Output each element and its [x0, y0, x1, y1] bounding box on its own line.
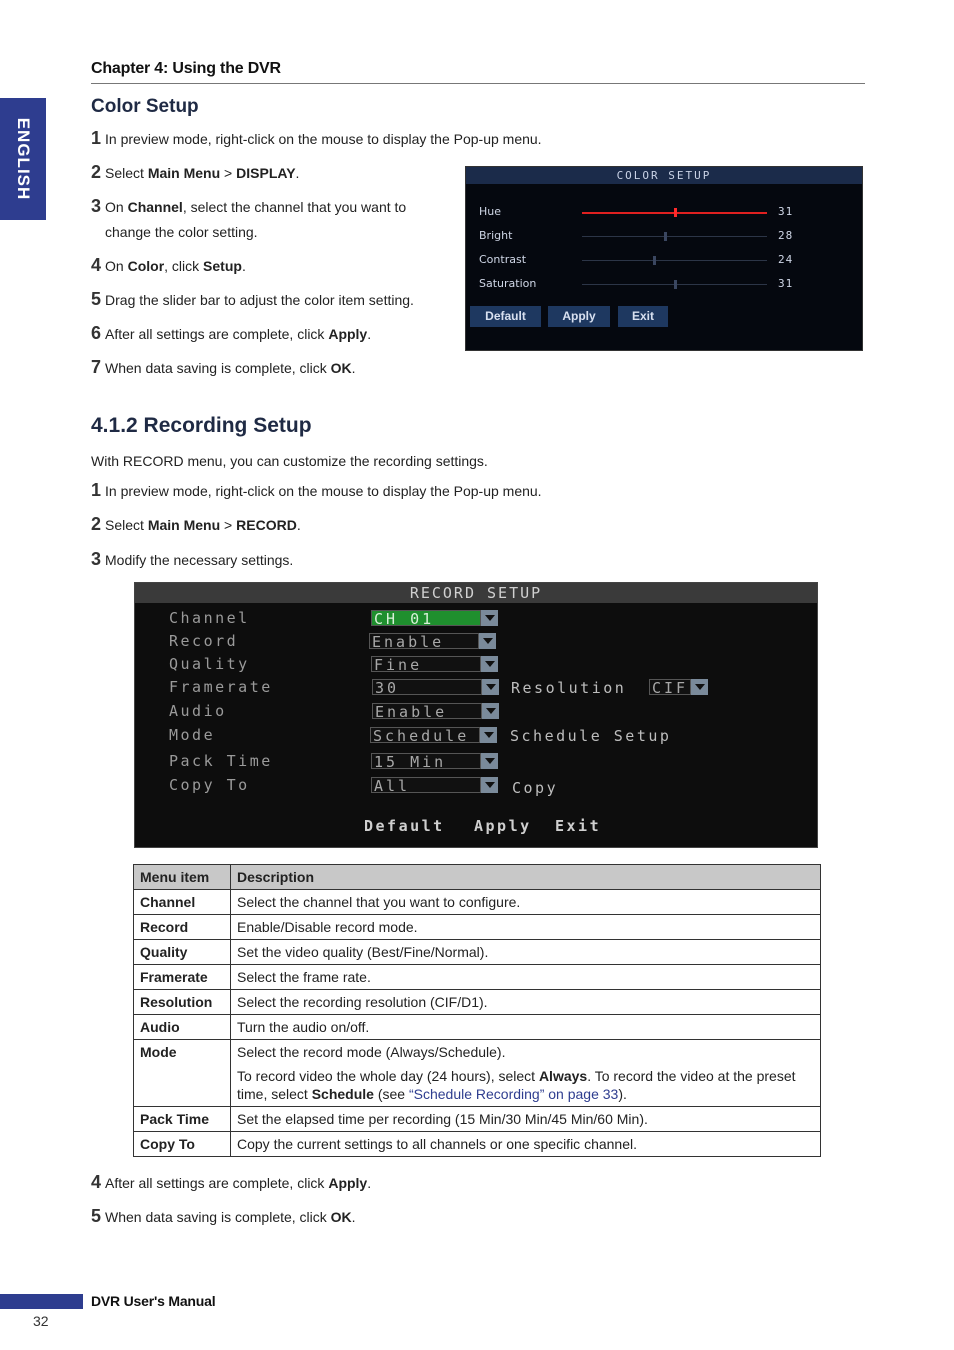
step-number: 2 [91, 514, 102, 534]
page-number: 32 [33, 1313, 49, 1329]
color-item-label: Bright [479, 229, 513, 242]
text-run: On [105, 258, 128, 274]
description-cell [231, 1107, 821, 1132]
footer-bar [0, 1294, 83, 1309]
text-run: . [367, 1175, 372, 1191]
table-header-menu-item: Menu item [134, 865, 231, 890]
bold-text: Color [127, 258, 165, 274]
record-row-select[interactable]: Fine [371, 656, 481, 672]
description-text: Select the channel that you want to configure. [237, 894, 521, 910]
step-number: 7 [91, 357, 102, 377]
table-header-row [134, 865, 821, 890]
record-setup-screen-title: RECORD SETUP [135, 583, 817, 603]
record-exit-button[interactable]: Exit [555, 817, 602, 835]
color-slider-track[interactable] [582, 236, 767, 237]
record-row-select[interactable]: All [371, 777, 481, 793]
text-run: . [351, 360, 356, 376]
description-text: Select the record mode (Always/Schedule). [237, 1044, 506, 1060]
step-continuation: change the color setting. [105, 224, 258, 240]
bold-text: Setup [203, 258, 242, 274]
record-default-button[interactable]: Default [364, 817, 445, 835]
text-run: Drag the slider bar to adjust the color item setting. [105, 292, 414, 308]
resolution-select[interactable]: CIF [649, 679, 691, 695]
bold-text: Main Menu [147, 165, 221, 181]
step-item [91, 478, 542, 504]
table-row [134, 965, 821, 990]
text-run: ). [618, 1086, 627, 1102]
menu-item-cell: Record [134, 915, 231, 940]
bold-text: Always [538, 1068, 588, 1084]
bold-text: OK [330, 360, 352, 376]
menu-item-cell: Quality [134, 940, 231, 965]
chapter-title: Chapter 4: Using the DVR [91, 60, 281, 77]
chevron-down-icon[interactable] [482, 703, 499, 719]
menu-item-cell: Channel [134, 890, 231, 915]
step-item [91, 253, 246, 279]
record-row-select[interactable]: 15 Min [371, 753, 481, 769]
bold-text: Main Menu [147, 517, 221, 533]
step-number: 6 [91, 323, 102, 343]
record-row-label: Record [169, 632, 239, 650]
text-run: In preview mode, right-click on the mouse to display the Pop-up menu. [105, 483, 542, 499]
table-row [134, 1107, 821, 1132]
text-run: , select the channel that you want to [182, 199, 407, 215]
record-apply-button[interactable]: Apply [474, 817, 532, 835]
menu-item-cell: Pack Time [134, 1107, 231, 1132]
chevron-down-icon[interactable] [479, 633, 496, 649]
description-text: Turn the audio on/off. [237, 1019, 370, 1035]
chevron-down-icon[interactable] [481, 753, 498, 769]
description-cell [231, 915, 821, 940]
step-item [91, 355, 356, 381]
record-row-select[interactable]: Enable [369, 633, 479, 649]
table-row [134, 915, 821, 940]
table-row [134, 1132, 821, 1157]
color-setup-screen-title: COLOR SETUP [466, 167, 862, 184]
color-item-value: 24 [778, 253, 794, 266]
text-run: When data saving is complete, click [105, 1209, 331, 1225]
resolution-label: Resolution [511, 679, 627, 697]
menu-item-cell: Mode [134, 1040, 231, 1107]
text-run: . [241, 258, 246, 274]
step-number: 2 [91, 162, 102, 182]
chevron-down-icon[interactable] [480, 727, 497, 743]
text-run: Modify the necessary settings. [105, 552, 294, 568]
color-slider-handle[interactable] [674, 280, 677, 289]
record-row-select[interactable]: Enable [372, 703, 482, 719]
table-header-description: Description [231, 865, 821, 890]
record-row-select[interactable]: 30 [372, 679, 482, 695]
record-row-label: Audio [169, 702, 227, 720]
text-run: After all settings are complete, click [105, 1175, 329, 1191]
description-cell [231, 890, 821, 915]
text-run: . [295, 165, 300, 181]
text-run: When data saving is complete, click [105, 360, 331, 376]
text-run: Select [105, 165, 148, 181]
chevron-down-icon[interactable] [482, 679, 499, 695]
description-cell [231, 990, 821, 1015]
step-number: 4 [91, 255, 102, 275]
record-row-label: Channel [169, 609, 250, 627]
text-run: . [351, 1209, 356, 1225]
footer-title: DVR User's Manual [91, 1293, 216, 1309]
step-item [91, 126, 542, 152]
description-text: Enable/Disable record mode. [237, 919, 418, 935]
chevron-down-icon[interactable] [481, 777, 498, 793]
step-number: 5 [91, 289, 102, 309]
description-text: Copy the current settings to all channels or one specific channel. [237, 1136, 638, 1152]
text-run: On [105, 199, 128, 215]
step-item [91, 321, 371, 347]
text-run: (see [373, 1086, 409, 1102]
recording-setup-heading: 4.1.2 Recording Setup [91, 414, 312, 437]
step-item [91, 1170, 371, 1196]
color-item-value: 31 [778, 277, 794, 290]
color-slider-handle[interactable] [674, 208, 677, 217]
record-row-select[interactable]: CH 01 [371, 610, 481, 626]
description-text: Select the recording resolution (CIF/D1). [237, 994, 488, 1010]
header-rule [91, 83, 865, 84]
menu-item-cell: Copy To [134, 1132, 231, 1157]
exit-button[interactable]: Exit [618, 306, 668, 327]
bold-text: RECORD [236, 517, 297, 533]
language-tab-label: ENGLISH [14, 117, 33, 201]
menu-item-cell: Resolution [134, 990, 231, 1015]
color-slider-handle[interactable] [664, 232, 667, 241]
step-number: 3 [91, 549, 102, 569]
text-run: > [220, 517, 237, 533]
color-item-label: Hue [479, 205, 502, 218]
description-note [237, 1067, 814, 1103]
bold-text: Channel [127, 199, 183, 215]
table-row [134, 1015, 821, 1040]
menu-item-cell: Framerate [134, 965, 231, 990]
text-run: > [220, 165, 237, 181]
step-item [91, 547, 293, 573]
record-row-label: Copy To [169, 776, 250, 794]
description-cell [231, 965, 821, 990]
cross-reference-link[interactable]: “Schedule Recording” on page 33 [408, 1086, 619, 1102]
description-text: Set the elapsed time per recording (15 Min/30 Min/45 Min/60 Min). [237, 1111, 648, 1127]
default-button[interactable]: Default [470, 306, 541, 327]
description-cell [231, 1015, 821, 1040]
text-run: . [296, 517, 301, 533]
color-item-value: 31 [778, 205, 794, 218]
text-run: After all settings are complete, click [105, 326, 329, 342]
step-number: 1 [91, 480, 102, 500]
step-item [91, 512, 301, 538]
step-number: 1 [91, 128, 102, 148]
description-cell [231, 1040, 821, 1107]
description-text: Set the video quality (Best/Fine/Normal). [237, 944, 489, 960]
step-number: 3 [91, 196, 102, 216]
resolution-dropdown-icon[interactable] [691, 679, 708, 695]
text-run: . To record the video at the preset time, select [237, 1068, 796, 1102]
record-row-select[interactable]: Schedule [370, 727, 480, 743]
bold-text: Apply [328, 326, 368, 342]
menu-item-table [133, 864, 821, 1157]
recording-intro: With RECORD menu, you can customize the recording settings. [91, 453, 488, 469]
chevron-down-icon[interactable] [481, 610, 498, 626]
bold-text: Schedule [311, 1086, 374, 1102]
apply-button[interactable]: Apply [548, 306, 610, 327]
table-row [134, 990, 821, 1015]
chevron-down-icon[interactable] [481, 656, 498, 672]
color-setup-screenshot [465, 166, 863, 351]
copy-button[interactable]: Copy [512, 779, 559, 797]
schedule-setup-button[interactable]: Schedule Setup [510, 727, 672, 745]
step-number: 4 [91, 1172, 102, 1192]
text-run: In preview mode, right-click on the mouse to display the Pop-up menu. [105, 131, 542, 147]
step-number: 5 [91, 1206, 102, 1226]
step-item [91, 1204, 356, 1230]
description-cell [231, 940, 821, 965]
color-slider-track[interactable] [582, 260, 767, 261]
bold-text: DISPLAY [236, 165, 296, 181]
table-row [134, 890, 821, 915]
text-run: Select [105, 517, 148, 533]
description-text: Select the frame rate. [237, 969, 371, 985]
color-item-label: Contrast [479, 253, 527, 266]
table-row [134, 940, 821, 965]
text-run: , click [164, 258, 204, 274]
text-run: To record video the whole day (24 hours), select [237, 1068, 539, 1084]
step-item [91, 287, 414, 313]
language-tab [0, 98, 46, 220]
record-setup-screenshot [134, 582, 818, 848]
color-setup-heading: Color Setup [91, 96, 199, 117]
color-slider-handle[interactable] [653, 256, 656, 265]
bold-text: OK [330, 1209, 352, 1225]
text-run: . [367, 326, 372, 342]
record-row-label: Pack Time [169, 752, 273, 770]
color-item-label: Saturation [479, 277, 537, 290]
step-item [91, 160, 299, 186]
description-cell [231, 1132, 821, 1157]
menu-item-cell: Audio [134, 1015, 231, 1040]
table-row [134, 1040, 821, 1107]
color-item-value: 28 [778, 229, 794, 242]
step-item [91, 194, 406, 245]
record-row-label: Mode [169, 726, 216, 744]
record-row-label: Quality [169, 655, 250, 673]
bold-text: Apply [328, 1175, 368, 1191]
record-row-label: Framerate [169, 678, 273, 696]
